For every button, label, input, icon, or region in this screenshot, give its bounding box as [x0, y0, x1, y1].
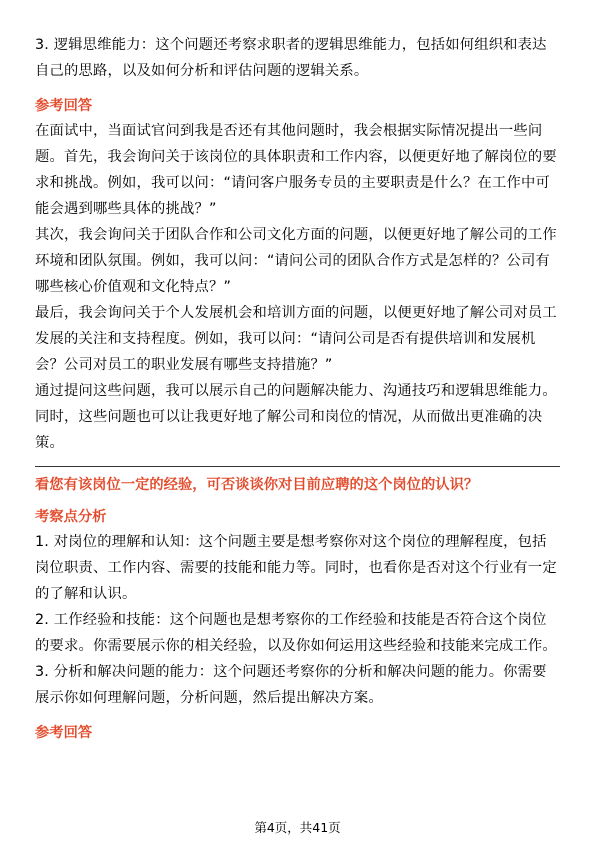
reference-answer-heading: 参考回答: [35, 725, 93, 741]
reference-answer-heading: 参考回答: [35, 98, 93, 114]
analysis-item-3: 3. 逻辑思维能力：这个问题还考察求职者的逻辑思维能力，包括如何组织和表达自己的思路，以及如何分析和评估问题的逻辑关系。: [35, 37, 547, 79]
analysis-item-2: 2. 工作经验和技能：这个问题也是想考察你的工作经验和技能是否符合这个岗位的要求。你需要展示你的相关经验，以及你如何运用这些经验和技能来完成工作。: [35, 612, 557, 654]
analysis-item-1: 1. 对岗位的理解和认知：这个问题主要是想考察你对这个岗位的理解程度，包括岗位职责、工作内容、需要的技能和能力等。同时，也看你是否对这个行业有一定的了解和认识。: [35, 534, 557, 602]
document-page: [35, 32, 560, 745]
page-number: 第4页，共41页: [254, 820, 341, 835]
answer-paragraph: 在面试中，当面试官问到我是否还有其他问题时，我会根据实际情况提出一些问题。首先，我会询问关于该岗位的具体职责和工作内容，以便更好地了解岗位的要求和挑战。例如，我可以问：“请问客户服务专员的主要职责是什么？在工作中可能会遇到哪些具体的挑战？”: [35, 123, 557, 217]
question-title: 看您有该岗位一定的经验，可否谈谈你对目前应聘的这个岗位的认识？: [35, 477, 479, 493]
answer-paragraph: 最后，我会询问关于个人发展机会和培训方面的问题，以便更好地了解公司对员工发展的关注和支持程度。例如，我可以问：“请问公司是否有提供培训和发展机会？公司对员工的职业发展有哪些支持措施？”: [35, 305, 557, 373]
answer-paragraph: 通过提问这些问题，我可以展示自己的问题解决能力、沟通技巧和逻辑思维能力。同时，这些问题也可以让我更好地了解公司和岗位的情况，从而做出更准确的决策。: [35, 383, 557, 451]
answer-paragraph: 其次，我会询问关于团队合作和公司文化方面的问题，以便更好地了解公司的工作环境和团队氛围。例如，我可以问：“请问公司的团队合作方式是怎样的？公司有哪些核心价值观和文化特点？”: [35, 227, 557, 295]
analysis-heading: 考察点分析: [35, 509, 107, 525]
analysis-item-3: 3. 分析和解决问题的能力：这个问题还考察你的分析和解决问题的能力。你需要展示你如何理解问题，分析问题，然后提出解决方案。: [35, 664, 547, 706]
section-divider: [35, 466, 560, 467]
